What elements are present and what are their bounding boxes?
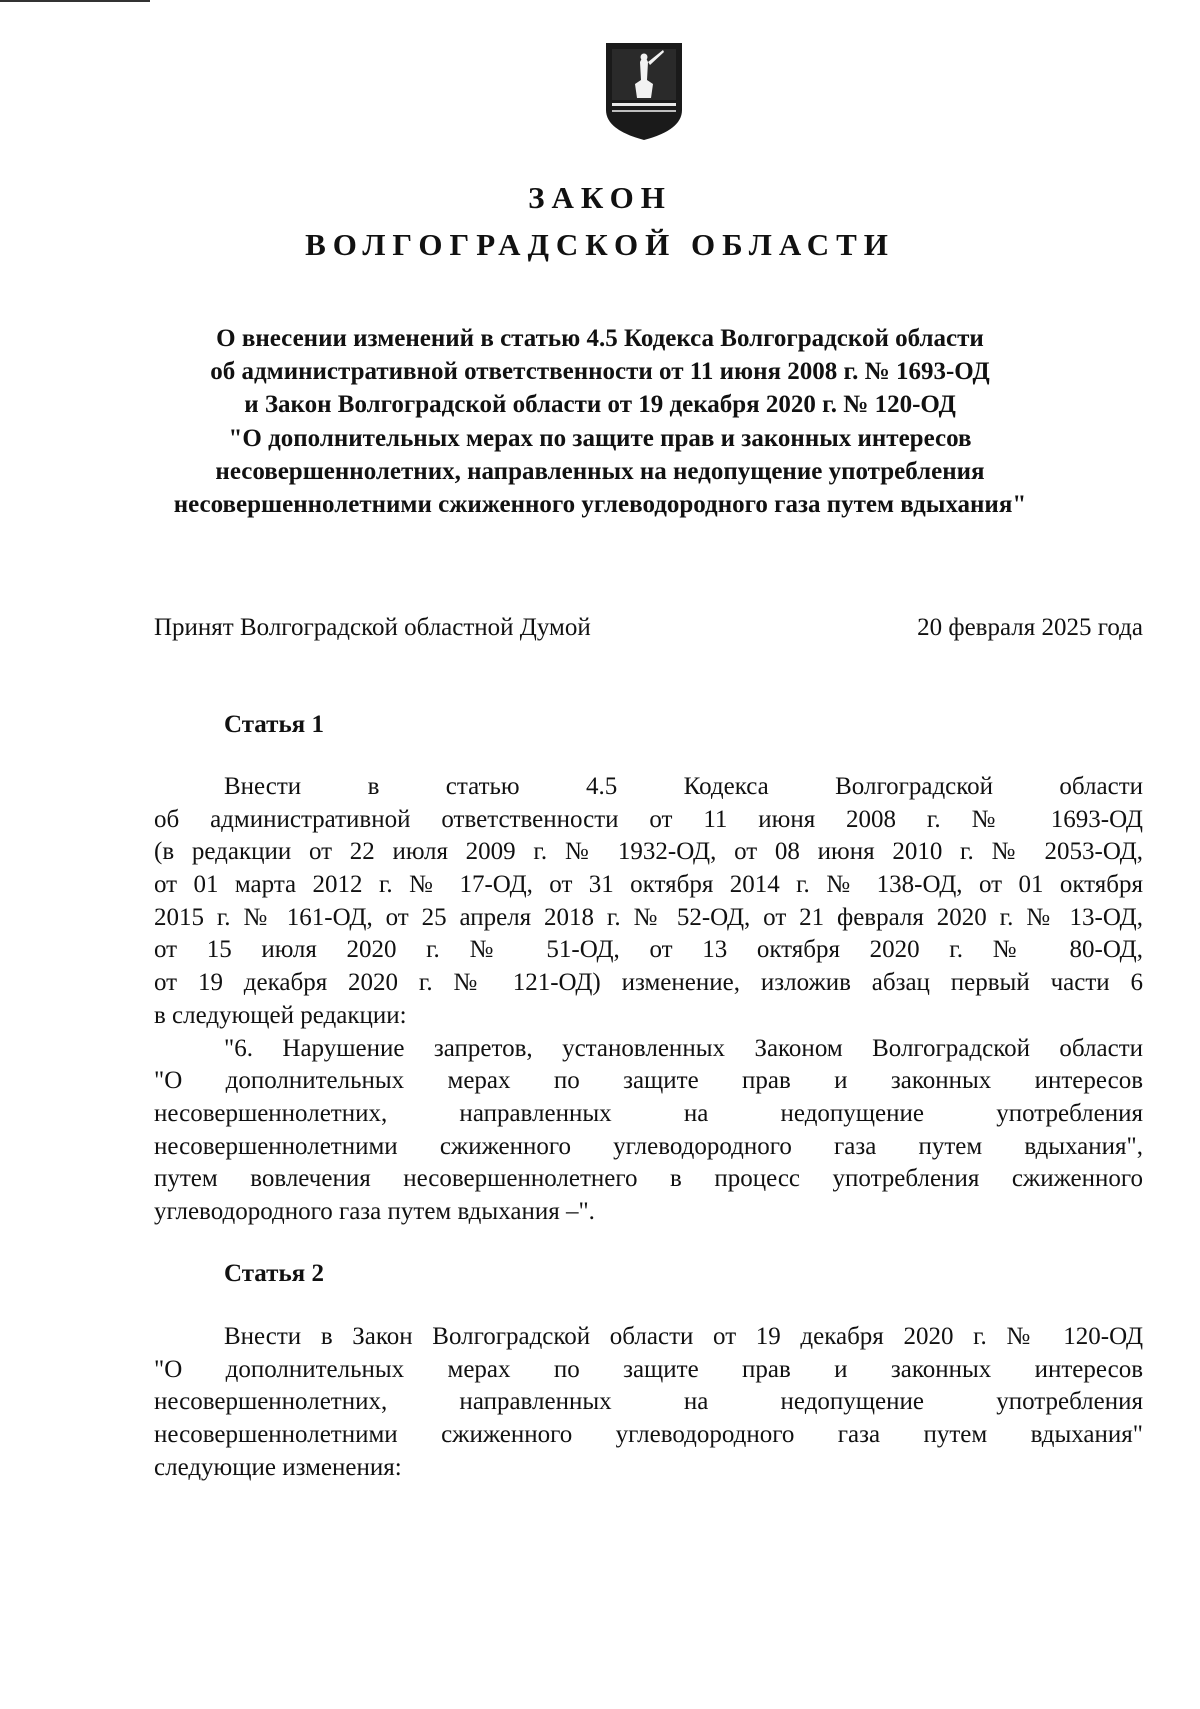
subject-line: О внесении изменений в статью 4.5 Кодекса Волгоградской области: [216, 325, 984, 352]
subject-line: "О дополнительных мерах по защите прав и законных интересов: [228, 424, 972, 452]
text-line: в следующей редакции:: [154, 1001, 407, 1029]
text-line: от 19 декабря 2020 г. № 121-ОД) изменение, изложив абзац первый части 6: [154, 969, 1143, 997]
text-line: об административной ответственности от 11 июня 2008 г. № 1693-ОД: [154, 805, 1143, 833]
law-region-title: ВОЛГОГРАДСКОЙ ОБЛАСТИ: [305, 227, 895, 262]
law-subject: [100, 322, 1100, 521]
text-line: несовершеннолетних, направленных на недопущение употребления: [154, 1099, 1143, 1127]
subject-line: несовершеннолетних, направленных на недопущение употребления: [215, 457, 985, 485]
scan-corner-mark: [0, 0, 150, 2]
adoption-date: 20 февраля 2025 года: [917, 614, 1143, 641]
text-line: несовершеннолетними сжиженного углеводородного газа путем вдыхания": [154, 1421, 1143, 1449]
subject-line: об административной ответственности от 11 июня 2008 г. № 1693-ОД: [210, 358, 990, 386]
text-line: "6. Нарушение запретов, установленных Законом Волгоградской области: [224, 1034, 1143, 1062]
text-line: Внести в Закон Волгоградской области от 19 декабря 2020 г. № 120-ОД: [224, 1323, 1143, 1350]
subject-line: несовершеннолетними сжиженного углеводородного газа путем вдыхания": [173, 491, 1027, 519]
text-line: путем вовлечения несовершеннолетнего в процесс употребления сжиженного: [154, 1165, 1143, 1193]
subject-line: и Закон Волгоградской области от 19 декабря 2020 г. № 120-ОД: [244, 391, 956, 419]
adopting-body: Принят Волгоградской областной Думой: [154, 614, 591, 641]
law-title: ЗАКОН: [528, 180, 672, 215]
text-line: несовершеннолетними сжиженного углеводородного газа путем вдыхания",: [154, 1132, 1143, 1160]
text-line: несовершеннолетних, направленных на недопущение употребления: [154, 1388, 1143, 1416]
article-2-text: [154, 1321, 1143, 1484]
text-line: от 15 июля 2020 г. № 51-ОД, от 13 октября 2020 г. № 80-ОД,: [154, 936, 1143, 964]
article-1-text: [154, 771, 1143, 1229]
text-line: "О дополнительных мерах по защите прав и законных интересов: [154, 1355, 1143, 1383]
text-line: углеводородного газа путем вдыхания –".: [154, 1197, 595, 1225]
text-line: от 01 марта 2012 г. № 17-ОД, от 31 октября 2014 г. № 138-ОД, от 01 октября: [154, 871, 1143, 899]
article-2-heading: Статья 2: [224, 1260, 324, 1287]
text-line: следующие изменения:: [154, 1453, 402, 1481]
text-line: Внести в статью 4.5 Кодекса Волгоградской области: [224, 773, 1143, 800]
text-line: (в редакции от 22 июля 2009 г. № 1932-ОД, от 08 июня 2010 г. № 2053-ОД,: [154, 838, 1143, 866]
article-1-heading: Статья 1: [224, 711, 324, 738]
text-line: "О дополнительных мерах по защите прав и законных интересов: [154, 1067, 1143, 1095]
adoption-line: [154, 614, 1143, 642]
coat-of-arms-emblem: [603, 40, 685, 142]
text-line: 2015 г. № 161-ОД, от 25 апреля 2018 г. № 52-ОД, от 21 февраля 2020 г. № 13-ОД,: [154, 903, 1143, 931]
